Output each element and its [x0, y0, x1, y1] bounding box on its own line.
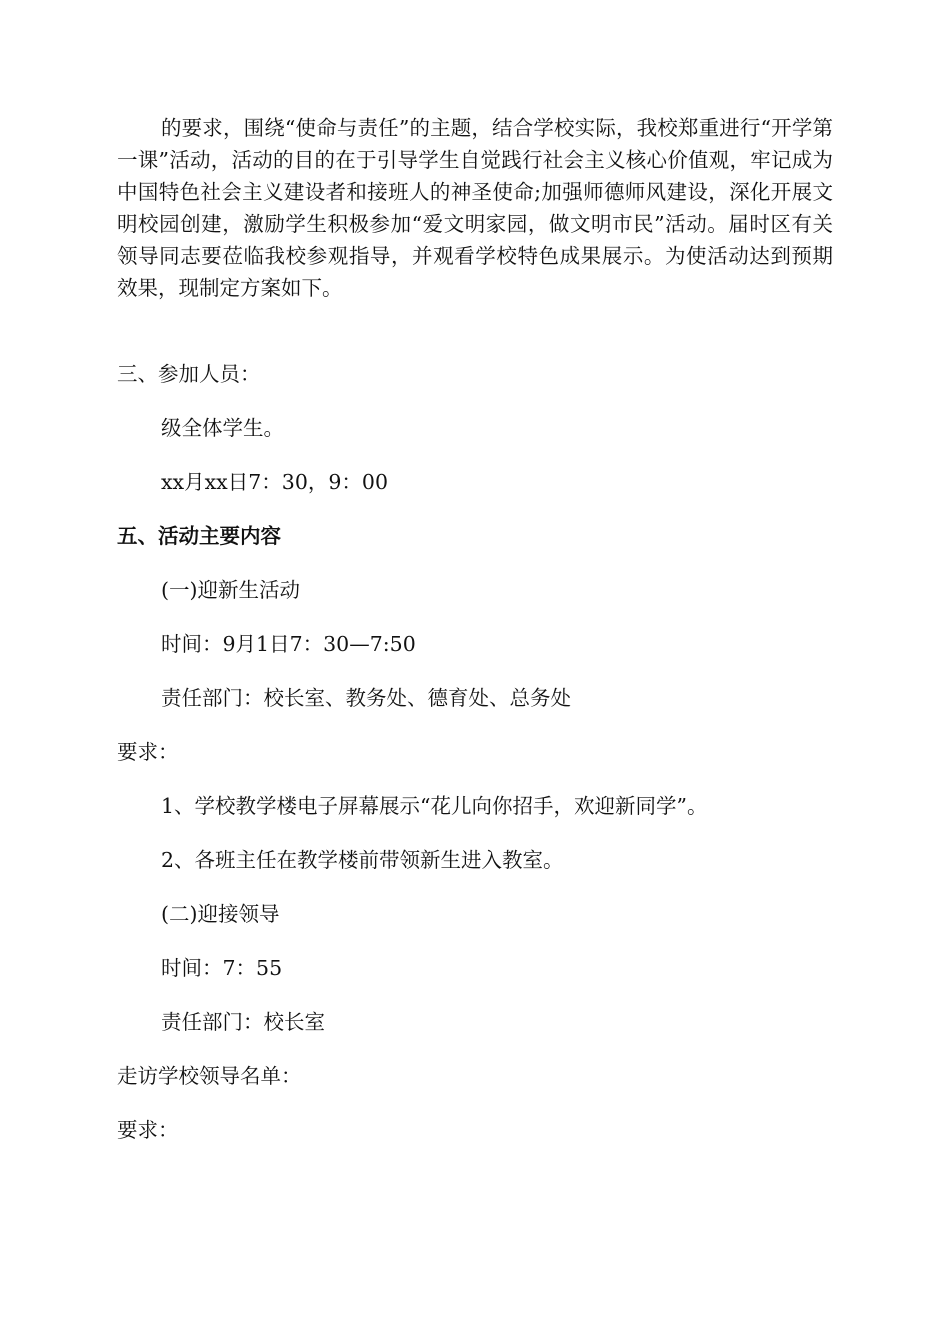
item2-time: 时间：7：55: [161, 956, 283, 980]
participants-text: 级全体学生。: [161, 416, 284, 440]
requirement-2: 2、各班主任在教学楼前带领新生进入教室。: [161, 848, 564, 872]
leaders-list-label: 走访学校领导名单：: [117, 1064, 302, 1088]
requirements-label: 要求：: [117, 740, 179, 764]
requirements-label-2: 要求：: [117, 1118, 179, 1142]
item1-time: 时间：9月1日7：30—7:50: [161, 632, 416, 656]
datetime-text: xx月xx日7：30，9：00: [161, 470, 389, 494]
item1-department: 责任部门：校长室、教务处、德育处、总务处: [161, 686, 571, 710]
item2-department: 责任部门：校长室: [161, 1010, 325, 1034]
requirement-1: 1、学校教学楼电子屏幕展示“花儿向你招手，欢迎新同学”。: [161, 794, 708, 818]
section5-heading: 五、活动主要内容: [117, 524, 281, 548]
item1-title: (一)迎新生活动: [161, 578, 300, 602]
item2-title: (二)迎接领导: [161, 902, 280, 926]
intro-paragraph: 的要求，围绕“使命与责任”的主题，结合学校实际，我校郑重进行“开学第一课”活动，活动的目的在于引导学生自觉践行社会主义核心价值观，牢记成为中国特色社会主义建设者和接班人的神圣使命;加强师德师风建设，深化开展文明校园创建，激励学生积极参加“爱文明家园，做文明市民”活动。届时区有关领导同志要莅临我校参观指导，并观看学校特色成果展示。为使活动达到预期效果，现制定方案如下。: [117, 116, 833, 300]
section3-heading: 三、参加人员：: [117, 362, 261, 386]
